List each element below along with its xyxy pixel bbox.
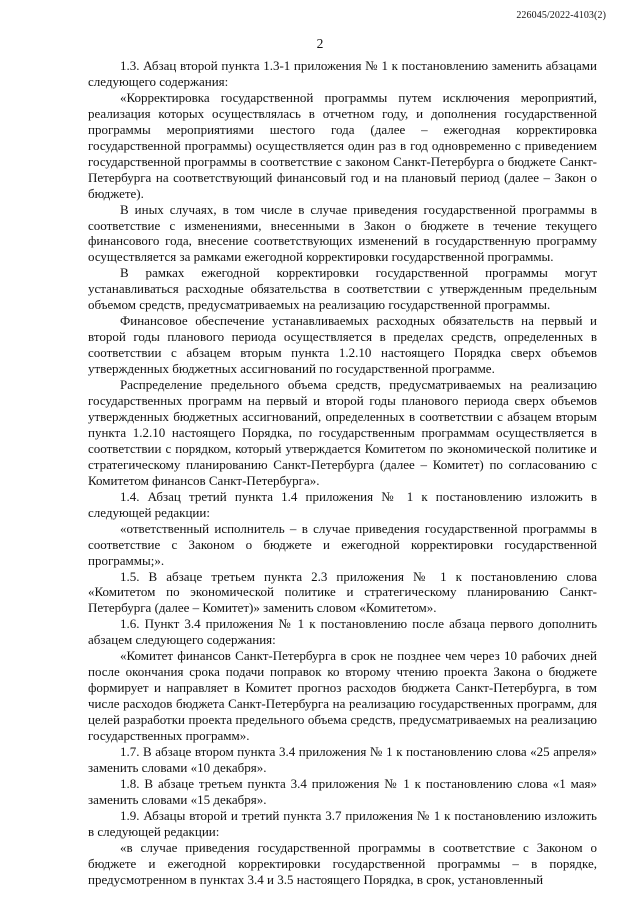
paragraph-1-3-quote-2: В иных случаях, в том числе в случае приведения государственной программы в соответствие с изменениями, внесенными в Закон о бюджете в течение текущего финансового года, внесение соответствующих изменений в государственную программу осуществляется за рамками ежегодной корректировки государственной программы. (88, 201, 597, 265)
paragraph-1-6: 1.6. Пункт 3.4 приложения № 1 к постановлению после абзаца первого дополнить абзацем следующего содержания: (88, 616, 597, 648)
paragraph-1-9: 1.9. Абзацы второй и третий пункта 3.7 приложения № 1 к постановлению изложить в следующей редакции: (88, 807, 597, 839)
paragraph-1-4-quote: «ответственный исполнитель – в случае приведения государственной программы в соответствие с Законом о бюджете и ежегодной корректировки государственной программы;». (88, 520, 597, 568)
document-registration-number: 226045/2022-4103(2) (516, 10, 606, 21)
paragraph-1-8: 1.8. В абзаце третьем пункта 3.4 приложения № 1 к постановлению слова «1 мая» заменить словами «15 декабря». (88, 775, 597, 807)
paragraph-1-3-quote-4: Финансовое обеспечение устанавливаемых расходных обязательств на первый и второй годы планового периода осуществляется в пределах средств, определенных в соответствии с абзацем вторым пункта 1.2.10 настоящего Порядка сверх объемов утвержденных бюджетных ассигнований по государственной программе. (88, 313, 597, 377)
paragraph-1-7: 1.7. В абзаце втором пункта 3.4 приложения № 1 к постановлению слова «25 апреля» заменить словами «10 декабря». (88, 743, 597, 775)
paragraph-1-3-quote-5: Распределение предельного объема средств, предусматриваемых на реализацию государственных программ на первый и второй годы планового периода сверх объемов утвержденных бюджетных ассигнований, определенных в соответствии с абзацем вторым пункта 1.2.10 настоящего Порядка, по государственным программам осуществляется в соответствии с порядком, который утверждается Комитетом по экономической политике и стратегическому планированию Санкт-Петербурга (далее – Комитет) по согласованию с Комитетом финансов Санкт-Петербурга». (88, 377, 597, 488)
paragraph-1-9-quote: «в случае приведения государственной программы в соответствие с Законом о бюджете и ежегодной корректировки государственной программы – в порядке, предусмотренном в пунктах 3.4 и 3.5 настоящего Порядка, в срок, установленный (88, 839, 597, 887)
page-number: 2 (316, 36, 324, 51)
paragraph-1-5: 1.5. В абзаце третьем пункта 2.3 приложения № 1 к постановлению слова «Комитетом по экономической политике и стратегическому планированию Санкт-Петербурга (далее – Комитет)» заменить словом «Комитетом». (88, 568, 597, 616)
paragraph-1-3: 1.3. Абзац второй пункта 1.3-1 приложения № 1 к постановлению заменить абзацами следующего содержания: (88, 58, 597, 89)
paragraph-1-3-quote-1: «Корректировка государственной программы путем исключения мероприятий, реализация которых осуществлялась в отчетном году, и дополнения государственной программы мероприятиями шестого года (далее – ежегодная корректировка государственной программы) осуществляется один раз в год одновременно с приведением государственной программы в соответствие с законом Санкт-Петербурга о бюджете Санкт-Петербурга на соответствующий финансовый год и на плановый период (далее – Закон о бюджете). (88, 89, 597, 201)
paragraph-1-6-quote: «Комитет финансов Санкт-Петербурга в срок не позднее чем через 10 рабочих дней после окончания срока подачи поправок ко второму чтению проекта Закона о бюджете формирует и направляет в Комитет прогноз расходов бюджета Санкт-Петербурга, в том числе расходов бюджета Санкт-Петербурга на реализацию государственных программ, для целей разработки проекта предельного объема средств, предусматриваемых на реализацию государственных программ». (88, 648, 597, 744)
paragraph-1-3-quote-3: В рамках ежегодной корректировки государственной программы могут устанавливаться расходные обязательства в соответствии с утвержденным предельным объемом средств, предусматриваемых на реализацию государственной программы. (88, 265, 597, 313)
document-body (88, 58, 597, 888)
paragraph-1-4: 1.4. Абзац третий пункта 1.4 приложения № 1 к постановлению изложить в следующей редакции: (88, 488, 597, 520)
